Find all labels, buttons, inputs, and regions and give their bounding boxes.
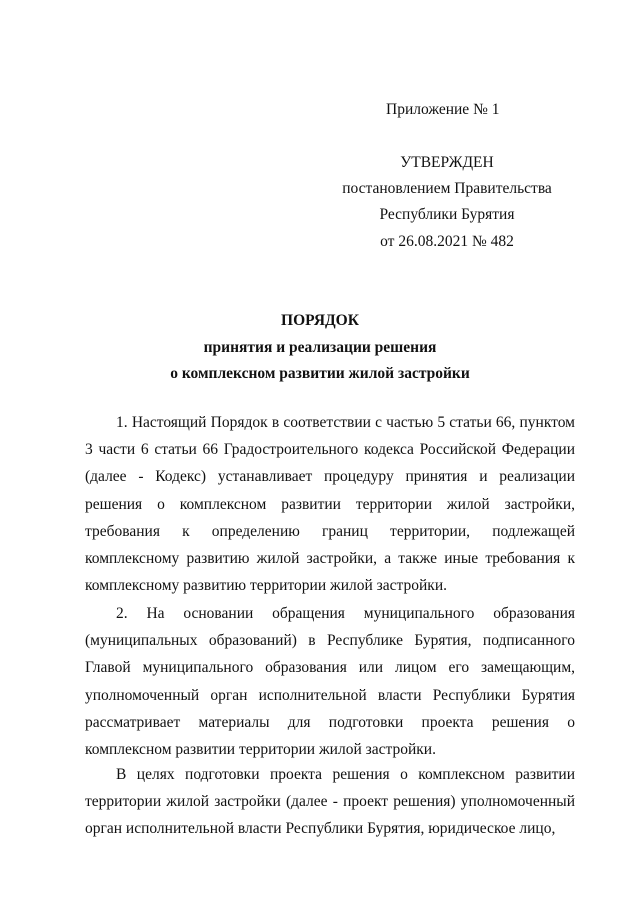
approved-by-line2: Республики Бурятия xyxy=(379,206,515,223)
document-subtitle-line2: о комплексном развитии жилой застройки xyxy=(170,365,470,382)
approved-date: от 26.08.2021 № 482 xyxy=(380,233,514,250)
approved-label: УТВЕРЖДЕН xyxy=(400,154,494,171)
appendix-label: Приложение № 1 xyxy=(386,101,500,118)
document-title: ПОРЯДОК xyxy=(281,312,359,329)
approved-by-line1: постановлением Правительства xyxy=(342,180,552,197)
paragraph-3: В целях подготовки проекта решения о комплексном развитии территории жилой застройки (далее - проект решения) уполномоченный орган исполнительной власти Республики Бурятия, юридическое лицо, xyxy=(85,766,575,838)
paragraph-2: 2. На основании обращения муниципального образования (муниципальных образований) в Республике Бурятия, подписанного Главой муниципального образования или лицом его замещающим, уполномоченный орган исполнительной власти Республики Бурятия рассматривает материалы для подготовки проекта решения о комплексном развитии территории жилой застройки. xyxy=(85,605,575,759)
paragraph-1: 1. Настоящий Порядок в соответствии с частью 5 статьи 66, пунктом 3 части 6 статьи 66 Градостроительного кодекса Российской Федерации (далее - Кодекс) устанавливает процедуру принятия и реализации решения о комплексном развитии территории жилой застройки, требования к определению границ территории, подлежащей комплексному развитию жилой застройки, а также иные требования к комплексному развитию территории жилой застройки. xyxy=(85,414,575,595)
document-subtitle-line1: принятия и реализации решения xyxy=(203,339,437,356)
